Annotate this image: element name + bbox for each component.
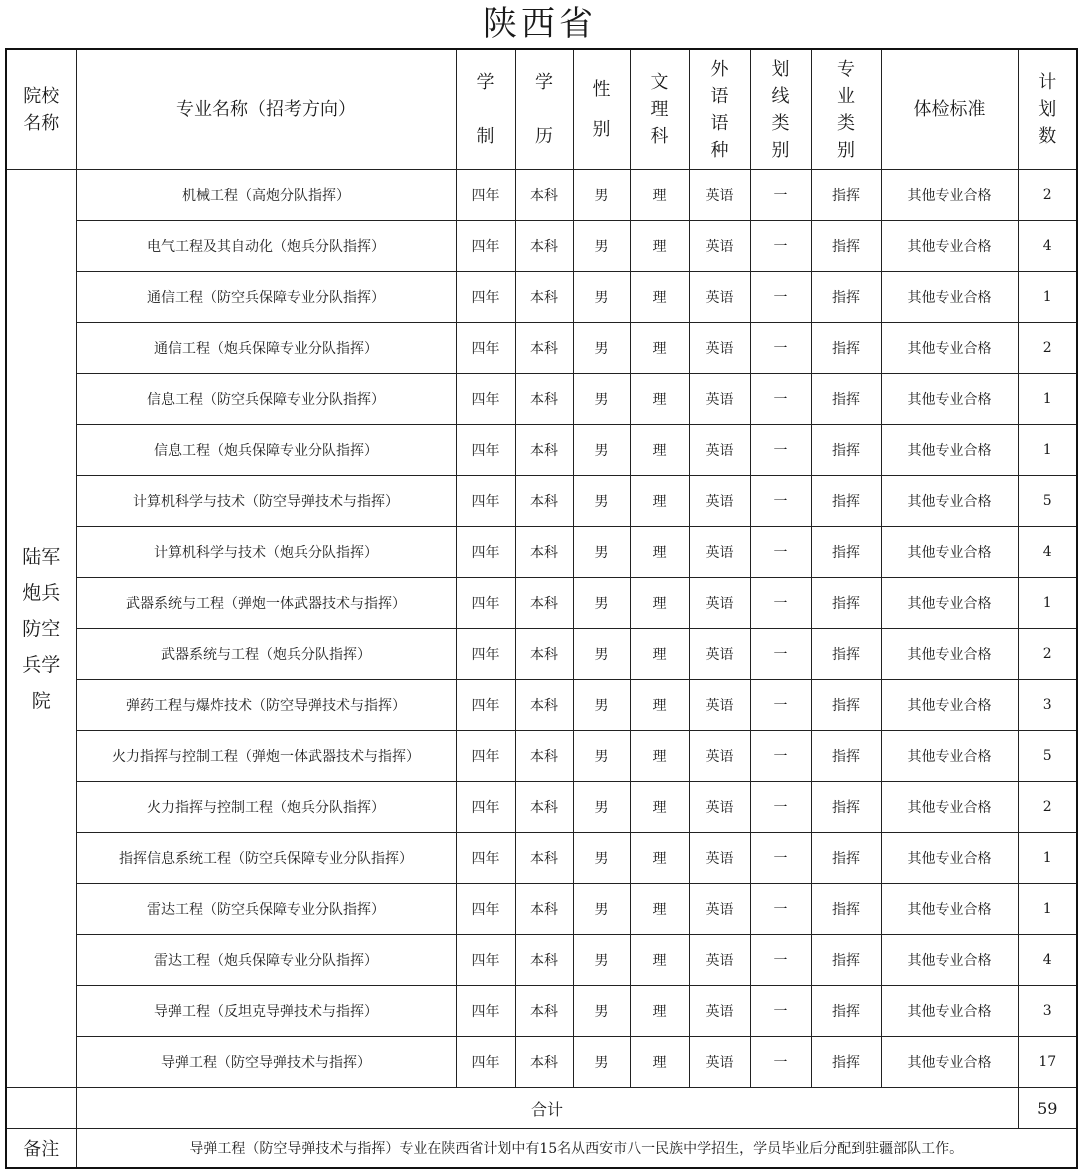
- duration-cell: 四年: [456, 782, 515, 833]
- count-cell: 1: [1018, 425, 1077, 476]
- degree-cell: 本科: [515, 731, 573, 782]
- count-cell: 5: [1018, 731, 1077, 782]
- gender-cell: 男: [573, 986, 630, 1037]
- degree-cell: 本科: [515, 986, 573, 1037]
- duration-cell: 四年: [456, 272, 515, 323]
- major-cell: 通信工程（炮兵保障专业分队指挥）: [76, 323, 456, 374]
- physical-cell: 其他专业合格: [881, 731, 1018, 782]
- duration-cell: 四年: [456, 425, 515, 476]
- physical-cell: 其他专业合格: [881, 272, 1018, 323]
- language-cell: 英语: [689, 527, 750, 578]
- degree-cell: 本科: [515, 425, 573, 476]
- cutoff-cell: 一: [750, 884, 811, 935]
- physical-cell: 其他专业合格: [881, 833, 1018, 884]
- count-cell: 5: [1018, 476, 1077, 527]
- table-row: [6, 884, 1077, 935]
- track-cell: 理: [630, 323, 689, 374]
- table-row: [6, 527, 1077, 578]
- gender-cell: 男: [573, 680, 630, 731]
- count-cell: 3: [1018, 680, 1077, 731]
- header-language: 外语语种: [689, 49, 750, 170]
- cutoff-cell: 一: [750, 476, 811, 527]
- degree-cell: 本科: [515, 527, 573, 578]
- gender-cell: 男: [573, 374, 630, 425]
- table-row: [6, 1037, 1077, 1088]
- header-physical: 体检标准: [881, 49, 1018, 170]
- count-cell: 3: [1018, 986, 1077, 1037]
- category-cell: 指挥: [811, 629, 881, 680]
- duration-cell: 四年: [456, 884, 515, 935]
- count-cell: 2: [1018, 170, 1077, 221]
- cutoff-cell: 一: [750, 425, 811, 476]
- table-row: [6, 833, 1077, 884]
- duration-cell: 四年: [456, 170, 515, 221]
- page-title: 陕西省: [483, 4, 597, 44]
- table-row: [6, 272, 1077, 323]
- degree-cell: 本科: [515, 680, 573, 731]
- major-cell: 武器系统与工程（弹炮一体武器技术与指挥）: [76, 578, 456, 629]
- count-cell: 17: [1018, 1037, 1077, 1088]
- physical-cell: 其他专业合格: [881, 782, 1018, 833]
- gender-cell: 男: [573, 1037, 630, 1088]
- major-cell: 导弹工程（反坦克导弹技术与指挥）: [76, 986, 456, 1037]
- table-row: [6, 221, 1077, 272]
- degree-cell: 本科: [515, 323, 573, 374]
- header-gender: 性别: [573, 49, 630, 170]
- physical-cell: 其他专业合格: [881, 374, 1018, 425]
- physical-cell: 其他专业合格: [881, 170, 1018, 221]
- gender-cell: 男: [573, 476, 630, 527]
- degree-cell: 本科: [515, 221, 573, 272]
- duration-cell: 四年: [456, 1037, 515, 1088]
- language-cell: 英语: [689, 425, 750, 476]
- major-cell: 火力指挥与控制工程（炮兵分队指挥）: [76, 782, 456, 833]
- language-cell: 英语: [689, 731, 750, 782]
- table-row: [6, 680, 1077, 731]
- language-cell: 英语: [689, 629, 750, 680]
- gender-cell: 男: [573, 323, 630, 374]
- language-cell: 英语: [689, 374, 750, 425]
- gender-cell: 男: [573, 170, 630, 221]
- category-cell: 指挥: [811, 680, 881, 731]
- enrollment-plan-table: [5, 48, 1078, 1169]
- note-row: [6, 1129, 1077, 1169]
- major-cell: 通信工程（防空兵保障专业分队指挥）: [76, 272, 456, 323]
- header-count: 计划数: [1018, 49, 1077, 170]
- duration-cell: 四年: [456, 527, 515, 578]
- duration-cell: 四年: [456, 833, 515, 884]
- major-cell: 指挥信息系统工程（防空兵保障专业分队指挥）: [76, 833, 456, 884]
- gender-cell: 男: [573, 425, 630, 476]
- total-row: [6, 1088, 1077, 1129]
- language-cell: 英语: [689, 833, 750, 884]
- track-cell: 理: [630, 986, 689, 1037]
- table-row: [6, 476, 1077, 527]
- cutoff-cell: 一: [750, 170, 811, 221]
- language-cell: 英语: [689, 476, 750, 527]
- degree-cell: 本科: [515, 272, 573, 323]
- header-track: 文理科: [630, 49, 689, 170]
- physical-cell: 其他专业合格: [881, 629, 1018, 680]
- table-row: [6, 323, 1077, 374]
- language-cell: 英语: [689, 884, 750, 935]
- category-cell: 指挥: [811, 731, 881, 782]
- table-row: [6, 374, 1077, 425]
- header-row: [6, 49, 1077, 170]
- duration-cell: 四年: [456, 374, 515, 425]
- category-cell: 指挥: [811, 221, 881, 272]
- degree-cell: 本科: [515, 629, 573, 680]
- cutoff-cell: 一: [750, 578, 811, 629]
- major-cell: 计算机科学与技术（防空导弹技术与指挥）: [76, 476, 456, 527]
- language-cell: 英语: [689, 935, 750, 986]
- track-cell: 理: [630, 170, 689, 221]
- language-cell: 英语: [689, 578, 750, 629]
- count-cell: 1: [1018, 884, 1077, 935]
- count-cell: 1: [1018, 578, 1077, 629]
- cutoff-cell: 一: [750, 935, 811, 986]
- physical-cell: 其他专业合格: [881, 935, 1018, 986]
- physical-cell: 其他专业合格: [881, 680, 1018, 731]
- degree-cell: 本科: [515, 935, 573, 986]
- physical-cell: 其他专业合格: [881, 986, 1018, 1037]
- category-cell: 指挥: [811, 425, 881, 476]
- major-cell: 导弹工程（防空导弹技术与指挥）: [76, 1037, 456, 1088]
- category-cell: 指挥: [811, 374, 881, 425]
- gender-cell: 男: [573, 629, 630, 680]
- category-cell: 指挥: [811, 170, 881, 221]
- category-cell: 指挥: [811, 833, 881, 884]
- degree-cell: 本科: [515, 170, 573, 221]
- degree-cell: 本科: [515, 782, 573, 833]
- language-cell: 英语: [689, 272, 750, 323]
- header-major: 专业名称（招考方向）: [76, 49, 456, 170]
- cutoff-cell: 一: [750, 782, 811, 833]
- degree-cell: 本科: [515, 884, 573, 935]
- cutoff-cell: 一: [750, 374, 811, 425]
- count-cell: 4: [1018, 527, 1077, 578]
- major-cell: 信息工程（炮兵保障专业分队指挥）: [76, 425, 456, 476]
- physical-cell: 其他专业合格: [881, 425, 1018, 476]
- track-cell: 理: [630, 1037, 689, 1088]
- duration-cell: 四年: [456, 935, 515, 986]
- category-cell: 指挥: [811, 884, 881, 935]
- count-cell: 2: [1018, 782, 1077, 833]
- gender-cell: 男: [573, 884, 630, 935]
- duration-cell: 四年: [456, 221, 515, 272]
- language-cell: 英语: [689, 986, 750, 1037]
- gender-cell: 男: [573, 833, 630, 884]
- language-cell: 英语: [689, 323, 750, 374]
- duration-cell: 四年: [456, 578, 515, 629]
- major-cell: 武器系统与工程（炮兵分队指挥）: [76, 629, 456, 680]
- note-label: 备注: [6, 1129, 76, 1169]
- physical-cell: 其他专业合格: [881, 527, 1018, 578]
- count-cell: 1: [1018, 374, 1077, 425]
- table-row: [6, 986, 1077, 1037]
- track-cell: 理: [630, 476, 689, 527]
- physical-cell: 其他专业合格: [881, 221, 1018, 272]
- cutoff-cell: 一: [750, 221, 811, 272]
- physical-cell: 其他专业合格: [881, 578, 1018, 629]
- category-cell: 指挥: [811, 323, 881, 374]
- track-cell: 理: [630, 425, 689, 476]
- note-text: 导弹工程（防空导弹技术与指挥）专业在陕西省计划中有15名从西安市八一民族中学招生，学员毕业后分配到驻疆部队工作。: [76, 1129, 1077, 1169]
- total-label: 合计: [76, 1088, 1018, 1129]
- cutoff-cell: 一: [750, 1037, 811, 1088]
- degree-cell: 本科: [515, 578, 573, 629]
- header-school: 院校名称: [6, 49, 76, 170]
- category-cell: 指挥: [811, 986, 881, 1037]
- cutoff-cell: 一: [750, 629, 811, 680]
- header-cutoff: 划线类别: [750, 49, 811, 170]
- track-cell: 理: [630, 782, 689, 833]
- duration-cell: 四年: [456, 629, 515, 680]
- physical-cell: 其他专业合格: [881, 1037, 1018, 1088]
- track-cell: 理: [630, 833, 689, 884]
- count-cell: 2: [1018, 323, 1077, 374]
- category-cell: 指挥: [811, 1037, 881, 1088]
- gender-cell: 男: [573, 731, 630, 782]
- category-cell: 指挥: [811, 935, 881, 986]
- cutoff-cell: 一: [750, 986, 811, 1037]
- track-cell: 理: [630, 680, 689, 731]
- cutoff-cell: 一: [750, 680, 811, 731]
- cutoff-cell: 一: [750, 323, 811, 374]
- category-cell: 指挥: [811, 272, 881, 323]
- total-blank-cell: [6, 1088, 76, 1129]
- degree-cell: 本科: [515, 833, 573, 884]
- table-row: [6, 170, 1077, 221]
- major-cell: 雷达工程（防空兵保障专业分队指挥）: [76, 884, 456, 935]
- gender-cell: 男: [573, 782, 630, 833]
- major-cell: 计算机科学与技术（炮兵分队指挥）: [76, 527, 456, 578]
- duration-cell: 四年: [456, 680, 515, 731]
- physical-cell: 其他专业合格: [881, 476, 1018, 527]
- major-cell: 信息工程（防空兵保障专业分队指挥）: [76, 374, 456, 425]
- header-duration: 学制: [456, 49, 515, 170]
- table-row: [6, 731, 1077, 782]
- count-cell: 4: [1018, 221, 1077, 272]
- language-cell: 英语: [689, 782, 750, 833]
- duration-cell: 四年: [456, 476, 515, 527]
- duration-cell: 四年: [456, 323, 515, 374]
- table-row: [6, 578, 1077, 629]
- table-row: [6, 782, 1077, 833]
- category-cell: 指挥: [811, 476, 881, 527]
- track-cell: 理: [630, 272, 689, 323]
- duration-cell: 四年: [456, 986, 515, 1037]
- major-cell: 雷达工程（炮兵保障专业分队指挥）: [76, 935, 456, 986]
- table-row: [6, 425, 1077, 476]
- count-cell: 1: [1018, 833, 1077, 884]
- gender-cell: 男: [573, 221, 630, 272]
- table-row: [6, 629, 1077, 680]
- language-cell: 英语: [689, 1037, 750, 1088]
- cutoff-cell: 一: [750, 272, 811, 323]
- gender-cell: 男: [573, 935, 630, 986]
- track-cell: 理: [630, 374, 689, 425]
- header-degree: 学历: [515, 49, 573, 170]
- category-cell: 指挥: [811, 578, 881, 629]
- category-cell: 指挥: [811, 527, 881, 578]
- count-cell: 4: [1018, 935, 1077, 986]
- track-cell: 理: [630, 731, 689, 782]
- count-cell: 2: [1018, 629, 1077, 680]
- school-name-cell: 陆军炮兵防空兵学院: [6, 170, 76, 1088]
- gender-cell: 男: [573, 527, 630, 578]
- degree-cell: 本科: [515, 1037, 573, 1088]
- cutoff-cell: 一: [750, 527, 811, 578]
- gender-cell: 男: [573, 578, 630, 629]
- language-cell: 英语: [689, 170, 750, 221]
- total-value: 59: [1018, 1088, 1077, 1129]
- major-cell: 电气工程及其自动化（炮兵分队指挥）: [76, 221, 456, 272]
- major-cell: 弹药工程与爆炸技术（防空导弹技术与指挥）: [76, 680, 456, 731]
- track-cell: 理: [630, 221, 689, 272]
- degree-cell: 本科: [515, 476, 573, 527]
- track-cell: 理: [630, 935, 689, 986]
- major-cell: 火力指挥与控制工程（弹炮一体武器技术与指挥）: [76, 731, 456, 782]
- track-cell: 理: [630, 629, 689, 680]
- gender-cell: 男: [573, 272, 630, 323]
- cutoff-cell: 一: [750, 731, 811, 782]
- table-row: [6, 935, 1077, 986]
- language-cell: 英语: [689, 221, 750, 272]
- track-cell: 理: [630, 884, 689, 935]
- cutoff-cell: 一: [750, 833, 811, 884]
- track-cell: 理: [630, 578, 689, 629]
- track-cell: 理: [630, 527, 689, 578]
- count-cell: 1: [1018, 272, 1077, 323]
- physical-cell: 其他专业合格: [881, 884, 1018, 935]
- degree-cell: 本科: [515, 374, 573, 425]
- physical-cell: 其他专业合格: [881, 323, 1018, 374]
- duration-cell: 四年: [456, 731, 515, 782]
- major-cell: 机械工程（高炮分队指挥）: [76, 170, 456, 221]
- category-cell: 指挥: [811, 782, 881, 833]
- header-category: 专业类别: [811, 49, 881, 170]
- language-cell: 英语: [689, 680, 750, 731]
